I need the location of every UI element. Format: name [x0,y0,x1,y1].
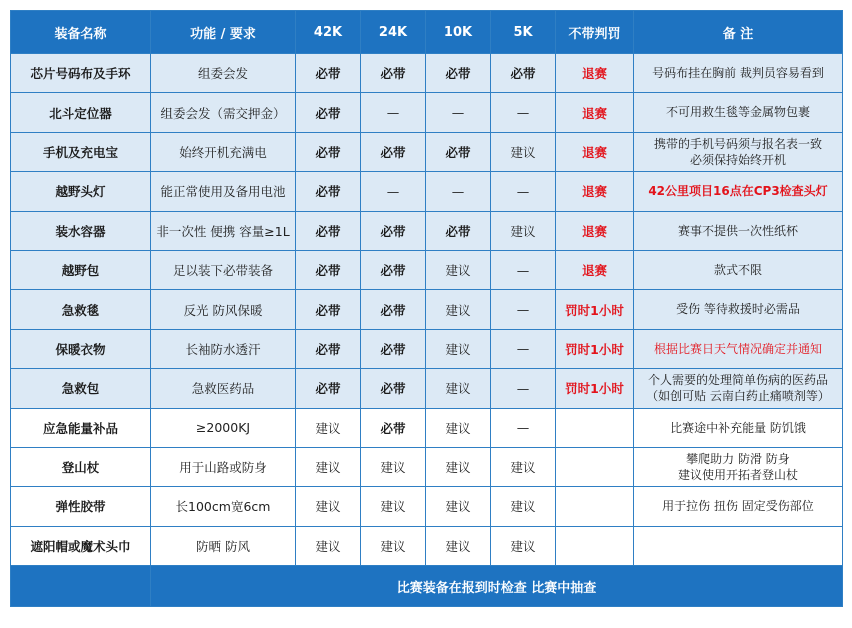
req-10k-cell: 建议 [426,369,491,408]
penalty-cell [556,447,634,486]
equipment-table-container [10,10,842,618]
table-row [11,408,843,447]
req-42k-cell: 建议 [296,408,361,447]
table-row [11,447,843,486]
function-cell: 长100cm宽6cm [151,487,296,526]
req-10k-cell: 建议 [426,329,491,368]
req-5k-cell: 建议 [491,447,556,486]
header-42k: 42K [296,11,361,54]
penalty-cell: 退赛 [556,132,634,171]
req-10k-cell: — [426,93,491,132]
note-cell: 根据比赛日天气情况确定并通知 [634,329,843,368]
header-item-name: 装备名称 [11,11,151,54]
req-24k-cell: 必带 [361,250,426,289]
note-cell: 号码布挂在胸前 裁判员容易看到 [634,54,843,93]
penalty-cell [556,408,634,447]
item-name-cell: 遮阳帽或魔术头巾 [11,526,151,565]
item-name-cell: 手机及充电宝 [11,132,151,171]
req-24k-cell: 必带 [361,211,426,250]
note-cell: 不可用救生毯等金属物包裹 [634,93,843,132]
penalty-cell: 退赛 [556,93,634,132]
function-cell: 反光 防风保暖 [151,290,296,329]
req-42k-cell: 必带 [296,290,361,329]
item-name-cell: 保暖衣物 [11,329,151,368]
function-cell: 足以装下必带装备 [151,250,296,289]
function-cell: 始终开机充满电 [151,132,296,171]
penalty-cell [556,487,634,526]
header-10k: 10K [426,11,491,54]
req-42k-cell: 必带 [296,250,361,289]
req-5k-cell: — [491,290,556,329]
penalty-cell: 退赛 [556,172,634,211]
req-42k-cell: 建议 [296,526,361,565]
header-5k: 5K [491,11,556,54]
table-row [11,132,843,171]
note-cell: 款式不限 [634,250,843,289]
item-name-cell: 急救毯 [11,290,151,329]
req-42k-cell: 必带 [296,329,361,368]
table-row [11,54,843,93]
item-name-cell: 芯片号码布及手环 [11,54,151,93]
note-cell [634,526,843,565]
req-42k-cell: 必带 [296,211,361,250]
req-5k-cell: 建议 [491,211,556,250]
item-name-cell: 装水容器 [11,211,151,250]
note-cell: 攀爬助力 防滑 防身 建议使用开拓者登山杖 [634,447,843,486]
note-cell: 携带的手机号码须与报名表一致 必须保持始终开机 [634,132,843,171]
req-5k-cell: — [491,93,556,132]
header-function: 功能 / 要求 [151,11,296,54]
penalty-cell: 退赛 [556,211,634,250]
req-5k-cell: — [491,369,556,408]
req-5k-cell: 建议 [491,487,556,526]
function-cell: 组委会发（需交押金） [151,93,296,132]
req-24k-cell: 必带 [361,408,426,447]
penalty-cell: 退赛 [556,54,634,93]
req-5k-cell: — [491,172,556,211]
item-name-cell: 越野包 [11,250,151,289]
header-24k: 24K [361,11,426,54]
function-cell: 能正常使用及备用电池 [151,172,296,211]
function-cell: 长袖防水透汗 [151,329,296,368]
req-24k-cell: 必带 [361,329,426,368]
item-name-cell: 登山杖 [11,447,151,486]
req-42k-cell: 必带 [296,369,361,408]
header-notes: 备 注 [634,11,843,54]
table-row [11,93,843,132]
table-row [11,172,843,211]
req-24k-cell: 建议 [361,447,426,486]
table-row [11,211,843,250]
note-cell: 42公里项目16点在CP3检查头灯 [634,172,843,211]
req-24k-cell: 必带 [361,54,426,93]
table-row [11,290,843,329]
note-cell: 比赛途中补充能量 防饥饿 [634,408,843,447]
item-name-cell: 应急能量补品 [11,408,151,447]
table-row [11,369,843,408]
function-cell: 非一次性 便携 容量≥1L [151,211,296,250]
header-row [11,11,843,54]
penalty-cell: 罚时1小时 [556,290,634,329]
note-cell: 个人需要的处理简单伤病的医药品 （如创可贴 云南白药止痛喷剂等） [634,369,843,408]
req-10k-cell: 建议 [426,250,491,289]
header-penalty: 不带判罚 [556,11,634,54]
item-name-cell: 越野头灯 [11,172,151,211]
req-24k-cell: — [361,93,426,132]
req-24k-cell: — [361,172,426,211]
req-10k-cell: 必带 [426,211,491,250]
req-5k-cell: — [491,250,556,289]
req-10k-cell: — [426,172,491,211]
penalty-cell: 罚时1小时 [556,329,634,368]
req-42k-cell: 建议 [296,447,361,486]
table-row [11,250,843,289]
penalty-cell [556,526,634,565]
equipment-table [10,10,843,607]
function-cell: ≥2000KJ [151,408,296,447]
table-row [11,526,843,565]
item-name-cell: 急救包 [11,369,151,408]
function-cell: 防晒 防风 [151,526,296,565]
req-10k-cell: 建议 [426,526,491,565]
function-cell: 急救医药品 [151,369,296,408]
req-42k-cell: 建议 [296,487,361,526]
table-body [11,54,843,566]
item-name-cell: 北斗定位器 [11,93,151,132]
note-cell: 受伤 等待救援时必需品 [634,290,843,329]
function-cell: 用于山路或防身 [151,447,296,486]
req-10k-cell: 必带 [426,54,491,93]
note-cell: 赛事不提供一次性纸杯 [634,211,843,250]
req-5k-cell: — [491,329,556,368]
req-5k-cell: 必带 [491,54,556,93]
note-cell: 用于拉伤 扭伤 固定受伤部位 [634,487,843,526]
req-5k-cell: 建议 [491,526,556,565]
req-42k-cell: 必带 [296,132,361,171]
req-24k-cell: 必带 [361,132,426,171]
req-24k-cell: 建议 [361,526,426,565]
req-10k-cell: 建议 [426,408,491,447]
req-24k-cell: 必带 [361,290,426,329]
req-10k-cell: 建议 [426,290,491,329]
req-10k-cell: 必带 [426,132,491,171]
item-name-cell: 弹性胶带 [11,487,151,526]
function-cell: 组委会发 [151,54,296,93]
footer-left-cell [11,566,151,607]
req-24k-cell: 必带 [361,369,426,408]
req-24k-cell: 建议 [361,487,426,526]
req-10k-cell: 建议 [426,447,491,486]
req-42k-cell: 必带 [296,172,361,211]
req-5k-cell: — [491,408,556,447]
table-row [11,329,843,368]
footer-text: 比赛装备在报到时检查 比赛中抽查 [151,566,843,607]
req-42k-cell: 必带 [296,54,361,93]
penalty-cell: 罚时1小时 [556,369,634,408]
req-10k-cell: 建议 [426,487,491,526]
penalty-cell: 退赛 [556,250,634,289]
req-42k-cell: 必带 [296,93,361,132]
req-5k-cell: 建议 [491,132,556,171]
table-row [11,487,843,526]
footer-row [11,566,843,607]
